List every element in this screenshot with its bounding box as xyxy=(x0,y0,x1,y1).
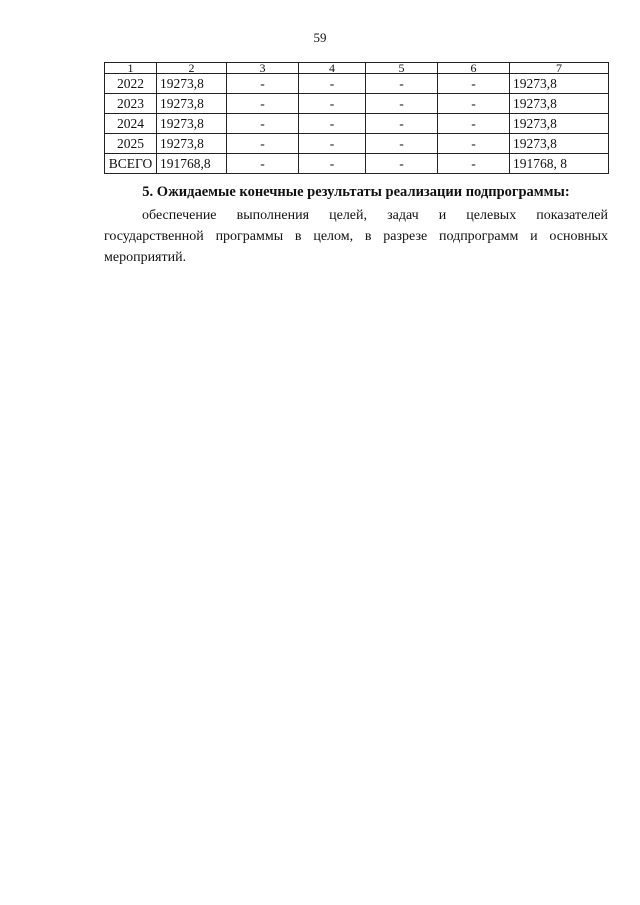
table-row xyxy=(105,134,609,154)
page-number: 59 xyxy=(313,30,327,45)
table-row xyxy=(105,114,609,134)
header-cell: 4 xyxy=(299,63,366,74)
header-cell: 2 xyxy=(157,63,227,74)
value-cell: - xyxy=(227,114,299,134)
section-heading: 5. Ожидаемые конечные результаты реализации подпрограммы: xyxy=(142,184,570,200)
value-cell: - xyxy=(366,114,438,134)
header-cell: 7 xyxy=(510,63,609,74)
value-cell: - xyxy=(366,134,438,154)
section-paragraph: обеспечение выполнения целей, задач и целевых показателей государственной программы в целом, в разрезе подпрограмм и основных мероприятий. xyxy=(104,208,608,265)
value-cell: - xyxy=(438,134,510,154)
value-cell: - xyxy=(227,94,299,114)
value-cell: - xyxy=(366,154,438,174)
value-cell: 191768,8 xyxy=(157,154,227,174)
year-cell: 2024 xyxy=(105,114,157,134)
value-cell: - xyxy=(227,134,299,154)
value-cell: - xyxy=(438,154,510,174)
value-cell: - xyxy=(299,134,366,154)
value-cell: - xyxy=(438,94,510,114)
header-cell: 1 xyxy=(105,63,157,74)
value-cell: - xyxy=(227,154,299,174)
value-cell: - xyxy=(438,74,510,94)
header-cell: 3 xyxy=(227,63,299,74)
total-cell: 19273,8 xyxy=(510,94,609,114)
table-row xyxy=(105,74,609,94)
year-cell: ВСЕГО xyxy=(105,154,157,174)
year-cell: 2022 xyxy=(105,74,157,94)
table-row-total xyxy=(105,154,609,174)
value-cell: 19273,8 xyxy=(157,114,227,134)
year-cell: 2025 xyxy=(105,134,157,154)
total-cell: 19273,8 xyxy=(510,74,609,94)
header-cell: 6 xyxy=(438,63,510,74)
table-row xyxy=(105,94,609,114)
value-cell: - xyxy=(299,114,366,134)
budget-table xyxy=(104,62,609,174)
value-cell: - xyxy=(299,154,366,174)
value-cell: - xyxy=(299,94,366,114)
year-cell: 2023 xyxy=(105,94,157,114)
total-cell: 19273,8 xyxy=(510,114,609,134)
header-cell: 5 xyxy=(366,63,438,74)
total-cell: 19273,8 xyxy=(510,134,609,154)
table-header-row xyxy=(105,63,609,74)
value-cell: - xyxy=(366,74,438,94)
value-cell: - xyxy=(438,114,510,134)
value-cell: 19273,8 xyxy=(157,134,227,154)
value-cell: - xyxy=(227,74,299,94)
total-cell: 191768, 8 xyxy=(510,154,609,174)
value-cell: 19273,8 xyxy=(157,74,227,94)
value-cell: 19273,8 xyxy=(157,94,227,114)
value-cell: - xyxy=(366,94,438,114)
value-cell: - xyxy=(299,74,366,94)
